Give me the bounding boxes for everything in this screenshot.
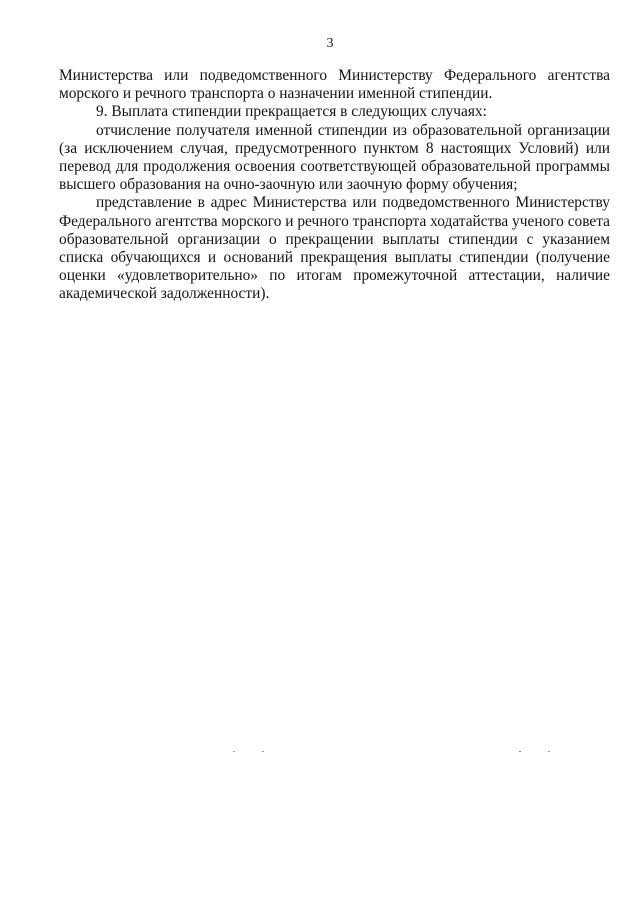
page-number: 3: [326, 36, 334, 51]
scan-artifact-dot: [548, 751, 550, 752]
paragraph-item-9: 9. Выплата стипендии прекращается в следующих случаях:: [96, 103, 487, 121]
scan-artifact-dot: [233, 751, 235, 752]
scan-artifact-dot: [519, 751, 521, 752]
scan-artifact-dot: [262, 751, 264, 752]
paragraph-case-petition: представление в адрес Министерства или подведомственного Министерству Федерального агентства морского и речного транспорта ходатайства ученого совета образовательной организации о прекращении выплаты стипендии с указанием списка обучающихся и оснований прекращения выплаты стипендии (получение оценки «удовлетворительно» по итогам промежуточной аттестации, наличие академической задолженности).: [59, 194, 611, 303]
document-body: [59, 67, 610, 304]
paragraph-case-expulsion: отчисление получателя именной стипендии из образовательной организации (за исключением случая, предусмотренного пунктом 8 настоящих Условий) или перевод для продолжения освоения соответствующей образовательной программы высшего образования на очно-заочную или заочную форму обучения;: [59, 121, 610, 194]
paragraph-continuation: Министерства или подведомственного Министерству Федерального агентства морского и речного транспорта о назначении именной стипендии.: [59, 67, 610, 103]
